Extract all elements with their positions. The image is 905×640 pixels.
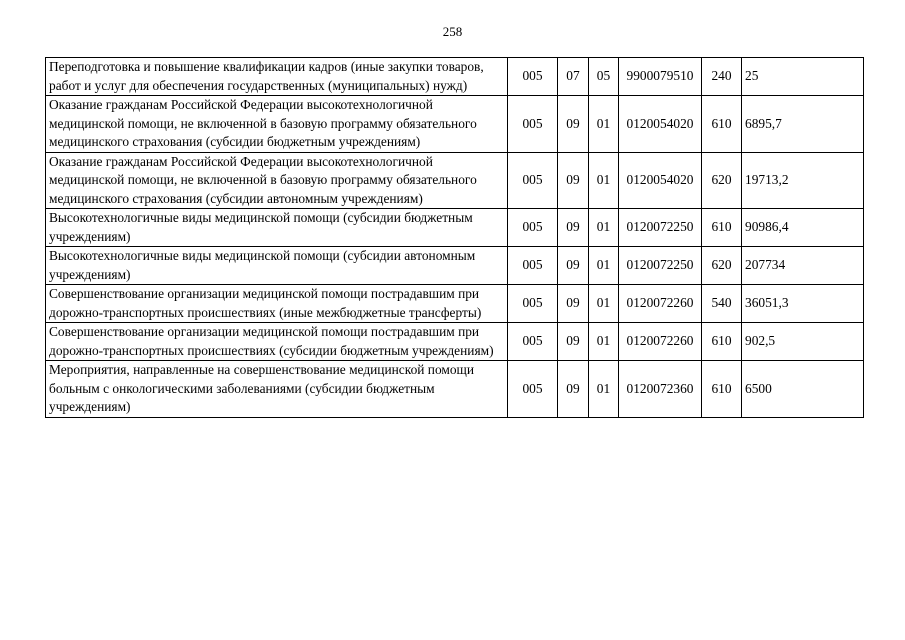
section-code: 09 <box>558 323 589 361</box>
subsection-code: 01 <box>589 323 619 361</box>
row-description: Оказание гражданам Российской Федерации высокотехнологичной медицинской помощи, не включенной в базовую программу обязательного медицинского страхования (субсидии автономным учреждениям) <box>46 152 508 209</box>
ministry-code: 005 <box>508 361 558 418</box>
target-article-code: 0120072260 <box>619 323 702 361</box>
amount: 36051,3 <box>742 285 864 323</box>
section-code: 09 <box>558 361 589 418</box>
amount: 90986,4 <box>742 209 864 247</box>
section-code: 07 <box>558 58 589 96</box>
target-article-code: 0120054020 <box>619 152 702 209</box>
ministry-code: 005 <box>508 285 558 323</box>
target-article-code: 9900079510 <box>619 58 702 96</box>
ministry-code: 005 <box>508 247 558 285</box>
table-row <box>46 96 864 153</box>
target-article-code: 0120072250 <box>619 247 702 285</box>
subsection-code: 01 <box>589 285 619 323</box>
expense-type-code: 620 <box>702 152 742 209</box>
amount: 6895,7 <box>742 96 864 153</box>
ministry-code: 005 <box>508 323 558 361</box>
row-description: Высокотехнологичные виды медицинской помощи (субсидии бюджетным учреждениям) <box>46 209 508 247</box>
table-row <box>46 285 864 323</box>
amount: 19713,2 <box>742 152 864 209</box>
section-code: 09 <box>558 96 589 153</box>
target-article-code: 0120072260 <box>619 285 702 323</box>
target-article-code: 0120072360 <box>619 361 702 418</box>
row-description: Высокотехнологичные виды медицинской помощи (субсидии автономным учреждениям) <box>46 247 508 285</box>
expense-type-code: 620 <box>702 247 742 285</box>
section-code: 09 <box>558 209 589 247</box>
row-description: Совершенствование организации медицинской помощи пострадавшим при дорожно-транспортных происшествиях (иные межбюджетные трансферты) <box>46 285 508 323</box>
table-row <box>46 209 864 247</box>
amount: 6500 <box>742 361 864 418</box>
section-code: 09 <box>558 285 589 323</box>
expense-type-code: 610 <box>702 209 742 247</box>
row-description: Оказание гражданам Российской Федерации высокотехнологичной медицинской помощи, не включенной в базовую программу обязательного медицинского страхования (субсидии бюджетным учреждениям) <box>46 96 508 153</box>
expense-type-code: 610 <box>702 323 742 361</box>
table-row <box>46 152 864 209</box>
ministry-code: 005 <box>508 58 558 96</box>
table-row <box>46 58 864 96</box>
section-code: 09 <box>558 152 589 209</box>
subsection-code: 01 <box>589 152 619 209</box>
table-row <box>46 361 864 418</box>
expense-type-code: 240 <box>702 58 742 96</box>
ministry-code: 005 <box>508 152 558 209</box>
expense-type-code: 610 <box>702 361 742 418</box>
subsection-code: 01 <box>589 209 619 247</box>
expense-type-code: 540 <box>702 285 742 323</box>
row-description: Переподготовка и повышение квалификации кадров (иные закупки товаров, работ и услуг для обеспечения государственных (муниципальных) нужд) <box>46 58 508 96</box>
subsection-code: 01 <box>589 361 619 418</box>
ministry-code: 005 <box>508 209 558 247</box>
subsection-code: 01 <box>589 247 619 285</box>
target-article-code: 0120054020 <box>619 96 702 153</box>
ministry-code: 005 <box>508 96 558 153</box>
table-row <box>46 323 864 361</box>
row-description: Совершенствование организации медицинской помощи пострадавшим при дорожно-транспортных происшествиях (субсидии бюджетным учреждениям) <box>46 323 508 361</box>
row-description: Мероприятия, направленные на совершенствование медицинской помощи больным с онкологическими заболеваниями (субсидии бюджетным учреждениям) <box>46 361 508 418</box>
subsection-code: 01 <box>589 96 619 153</box>
amount: 902,5 <box>742 323 864 361</box>
page-number: 258 <box>442 24 463 39</box>
target-article-code: 0120072250 <box>619 209 702 247</box>
amount: 25 <box>742 58 864 96</box>
budget-table <box>45 57 864 418</box>
expense-type-code: 610 <box>702 96 742 153</box>
amount: 207734 <box>742 247 864 285</box>
subsection-code: 05 <box>589 58 619 96</box>
table-row <box>46 247 864 285</box>
section-code: 09 <box>558 247 589 285</box>
